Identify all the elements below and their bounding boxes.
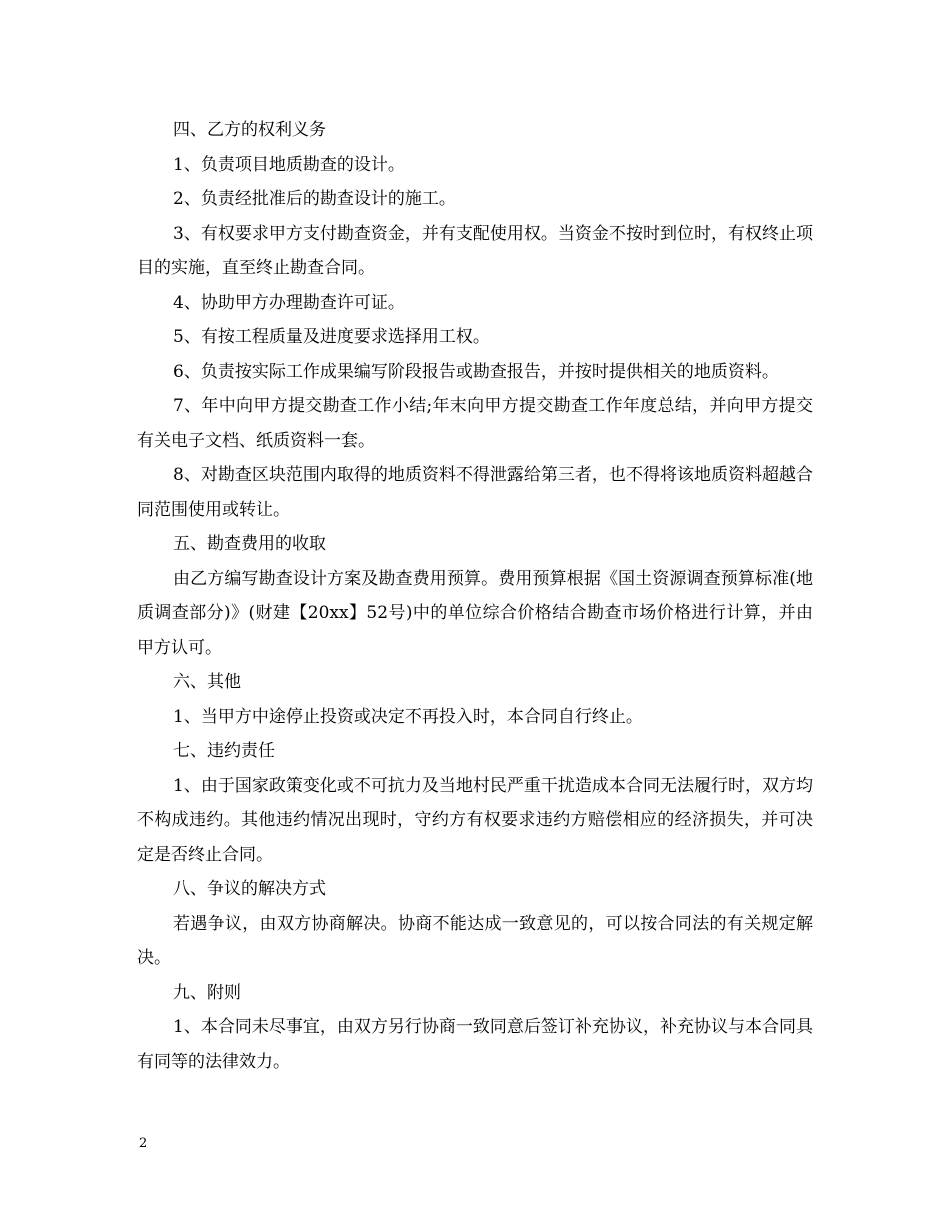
body-paragraph: 由乙方编写勘查设计方案及勘查费用预算。费用预算根据《国土资源调查预算标准(地质调查部分)》(财建【20xx】52号)中的单位综合价格结合勘查市场价格进行计算，并由甲方认可。 — [137, 568, 813, 658]
clause-paragraph: 2、负责经批准后的勘查设计的施工。 — [173, 189, 456, 209]
clause-paragraph: 1、负责项目地质勘查的设计。 — [173, 154, 405, 175]
clause-paragraph: 1、当甲方中途停止投资或决定不再投入时，本合同自行终止。 — [173, 706, 643, 727]
section-heading-appendix: 九、附则 — [173, 982, 241, 1003]
body-paragraph: 若遇争议，由双方协商解决。协商不能达成一致意见的，可以按合同法的有关规定解决。 — [137, 913, 813, 968]
document-body — [137, 113, 813, 1079]
clause-paragraph: 8、对勘查区块范围内取得的地质资料不得泄露给第三者，也不得将该地质资料超越合同范围使用或转让。 — [137, 465, 813, 520]
clause-paragraph: 6、负责按实际工作成果编写阶段报告或勘查报告，并按时提供相关的地质资料。 — [173, 361, 779, 382]
clause-paragraph: 1、本合同未尽事宜，由双方另行协商一致同意后签订补充协议，补充协议与本合同具有同等的法律效力。 — [137, 1017, 813, 1072]
section-heading-breach: 七、违约责任 — [173, 741, 275, 761]
clause-paragraph: 1、由于国家政策变化或不可抗力及当地村民严重干扰造成本合同无法履行时，双方均不构成违约。其他违约情况出现时，守约方有权要求违约方赔偿相应的经济损失，并可决定是否终止合同。 — [137, 775, 813, 865]
clause-paragraph: 4、协助甲方办理勘查许可证。 — [173, 292, 405, 313]
clause-paragraph: 3、有权要求甲方支付勘查资金，并有支配使用权。当资金不按时到位时，有权终止项目的实施，直至终止勘查合同。 — [137, 223, 813, 278]
section-heading-fees: 五、勘查费用的收取 — [173, 534, 326, 554]
section-heading-dispute: 八、争议的解决方式 — [173, 879, 326, 899]
section-heading-other: 六、其他 — [173, 672, 241, 692]
section-heading-rights-obligations: 四、乙方的权利义务 — [173, 120, 326, 140]
clause-paragraph: 5、有按工程质量及进度要求选择用工权。 — [173, 327, 490, 347]
clause-paragraph: 7、年中向甲方提交勘查工作小结;年末向甲方提交勘查工作年度总结，并向甲方提交有关电子文档、纸质资料一套。 — [137, 396, 813, 451]
page-number: 2 — [139, 1136, 148, 1151]
